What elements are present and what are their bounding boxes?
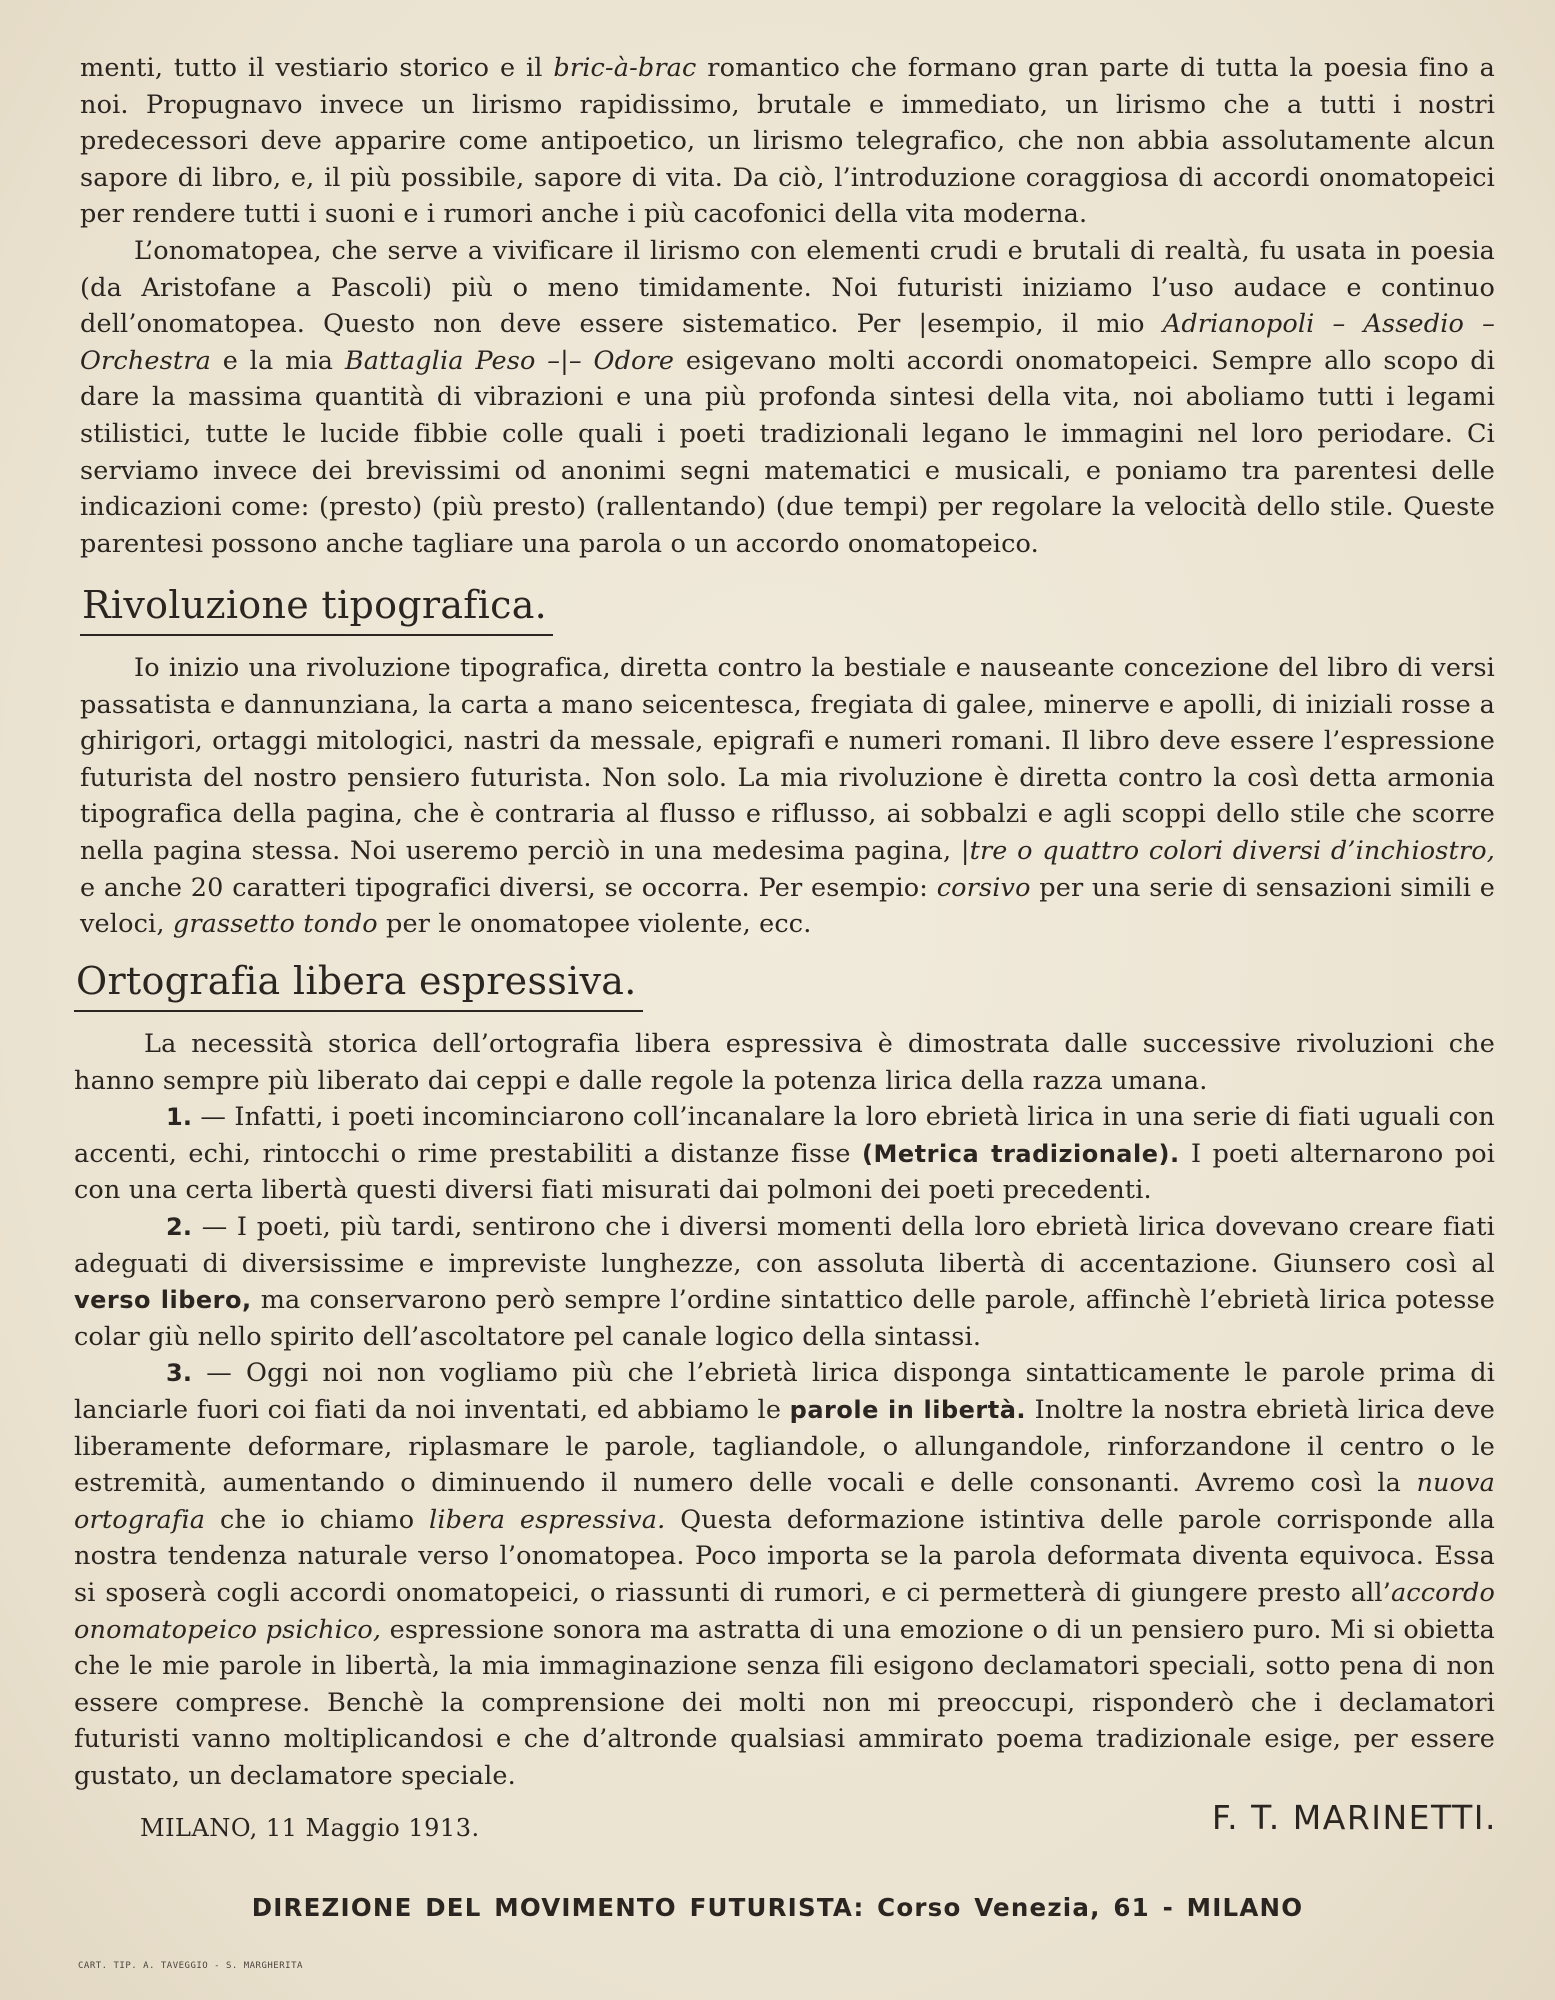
typography-paragraph: Io inizio una rivoluzione tipografica, diretta contro la bestiale e nauseante concezione del libro di versi passatista e dannunziana, la carta a mano seicentesca, fregiata di galee, minerve e apolli, di iniziali rosse a ghirigori, ortaggi mitologici, nastri da messale, epigrafi e numeri romani. Il libro deve essere l’espressione futurista del nostro pensiero futurista. Non solo. La mia rivoluzione è diretta contro la così detta armonia tipografica della pagina, che è contraria al flusso e riflusso, ai sobbalzi e agli scoppi dello stile che scorre nella pagina stessa. Noi useremo perciò in una medesima pagina, |tre o quattro colori diversi d’inchiostro, e anche 20 caratteri tipografici diversi, se occorra. Per esempio: corsivo per una serie di sensazioni simili e veloci, grassetto tondo per le onomatopee violente, ecc. bbox=[80, 653, 1495, 940]
list-item-2: 2. — I poeti, più tardi, sentirono che i diversi momenti della loro ebrietà lirica dovevano creare fiati adeguati di diversissime e impreviste lunghezze, con assoluta libertà di accentazione. Giunsero così al verso libero, ma conservarono però sempre l’ordine sintattico delle parole, affinchè l’ebrietà lirica potesse colar giù nello spirito dell’ascoltatore pel canale logico della sintassi. bbox=[74, 1211, 1495, 1352]
list-number-1: 1. bbox=[166, 1103, 193, 1132]
footer-address: DIREZIONE DEL MOVIMENTO FUTURISTA: Corso Venezia, 61 - MILANO bbox=[251, 1893, 1304, 1922]
section-orthography bbox=[74, 958, 1495, 1794]
list-item-3: 3. — Oggi noi non vogliamo più che l’ebrietà lirica disponga sintatticamente le parole prima di lanciarle fuori coi fiati da noi inventati, ed abbiamo le parole in libertà. Inoltre la nostra ebrietà lirica deve liberamente deformare, riplasmare le parole, tagliandole, o allungandole, rinforzandone il centro o le estremità, aumentando o diminuendo il numero delle vocali e delle consonanti. Avremo così la nuova ortografia che io chiamo libera espressiva. Questa deformazione istintiva delle parole corrisponde alla nostra tendenza naturale verso l’onomatopea. Poco importa se la parola deformata diventa equivoca. Essa si sposerà cogli accordi onomatopeici, o riassunti di rumori, e ci permetterà di giungere presto all’accordo onomatopeico psichico, espressione sonora ma astratta di una emozione o di un pensiero puro. Mi si obietta che le mie parole in libertà, la mia immaginazione senza fili esigono declamatori speciali, sotto pena di non essere comprese. Benchè la comprensione dei molti non mi preoccupi, risponderò che i declamatori futuristi vanno moltiplicandosi e che d’altronde qualsiasi ammirato poema tradizionale esige, per essere gustato, un declamatore speciale. bbox=[74, 1358, 1496, 1791]
section-heading-orthography: Ortografia libera espressiva. bbox=[74, 958, 643, 1012]
printer-imprint: CART. TIP. A. TAVEGGIO - S. MARGHERITA bbox=[78, 1961, 303, 1971]
list-number-2: 2. bbox=[166, 1212, 193, 1241]
section-typography bbox=[80, 582, 1495, 943]
list-item-1: 1. — Infatti, i poeti incominciarono coll’incanalare la loro ebrietà lirica in una serie di fiati uguali con accenti, echi, rintocchi o rime prestabiliti a distanze fisse (Metrica tradizionale). I poeti alternarono poi con una certa libertà questi diversi fiati misurati dai polmoni dei poeti precedenti. bbox=[74, 1102, 1495, 1206]
intro-text bbox=[80, 50, 1495, 562]
place-date: MILANO, 11 Maggio 1913. bbox=[140, 1814, 480, 1842]
section-heading-typography: Rivoluzione tipografica. bbox=[80, 582, 553, 636]
orthography-intro-paragraph: La necessità storica dell’ortografia libera espressiva è dimostrata dalle successive rivoluzioni che hanno sempre più liberato dai ceppi e dalle regole la potenza lirica della razza umana. bbox=[74, 1029, 1495, 1096]
intro-paragraph-2: L’onomatopea, che serve a vivificare il lirismo con elementi crudi e brutali di realtà, fu usata in poesia (da Aristofane a Pascoli) più o meno timidamente. Noi futuristi iniziamo l’uso audace e continuo dell’onomatopea. Questo non deve essere sistematico. Per |esempio, il mio Adrianopoli – Assedio – Orchestra e la mia Battaglia Peso –|– Odore esigevano molti accordi onomatopeici. Sempre allo scopo di dare la massima quantità di vibrazioni e una più profonda sintesi della vita, noi aboliamo tutti i legami stilistici, tutte le lucide fibbie colle quali i poeti tradizionali legano le immagini nel loro periodare. Ci serviamo invece dei brevissimi od anonimi segni matematici e musicali, e poniamo tra parentesi delle indicazioni come: (presto) (più presto) (rallentando) (due tempi) per regolare la velocità dello stile. Queste parentesi possono anche tagliare una parola o un accordo onomatopeico. bbox=[80, 235, 1496, 559]
intro-paragraph-1: menti, tutto il vestiario storico e il bric-à-brac romantico che formano gran parte di tutta la poesia fino a noi. Propugnavo invece un lirismo rapidissimo, brutale e immediato, un lirismo che a tutti i nostri predecessori deve apparire come antipoetico, un lirismo telegrafico, che non abbia assolutamente alcun sapore di libro, e, il più possibile, sapore di vita. Da ciò, l’introduzione coraggiosa di accordi onomatopeici per rendere tutti i suoni e i rumori anche i più cacofonici della vita moderna. bbox=[80, 53, 1496, 230]
signature: F. T. MARINETTI. bbox=[1211, 1798, 1497, 1837]
list-number-3: 3. bbox=[166, 1359, 193, 1388]
